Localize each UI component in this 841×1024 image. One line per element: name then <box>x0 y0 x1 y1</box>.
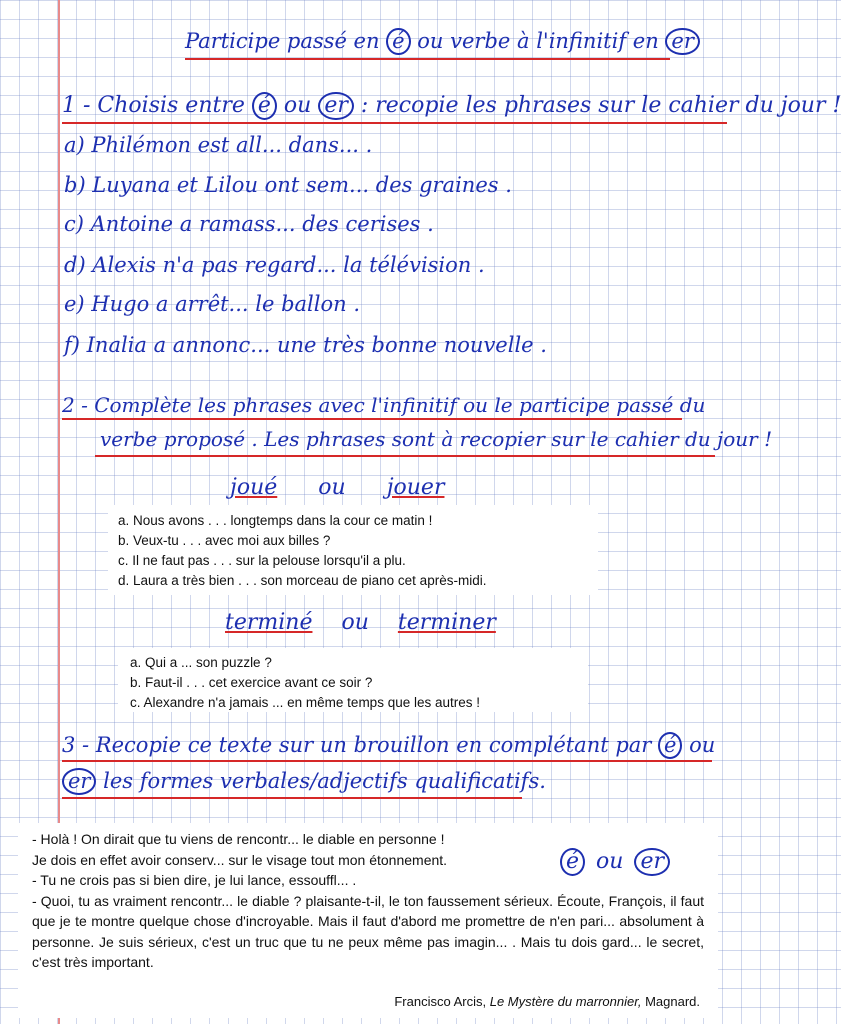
excerpt-line: - Tu ne crois pas si bien dire, je lui lance, essouffl... . <box>32 872 357 888</box>
sentence: c. Alexandre n'a jamais ... en même temps que les autres ! <box>130 695 480 710</box>
q1-item-c: c) Antoine a ramass... des cerises . <box>64 212 434 236</box>
page-title: Participe passé en é ou verbe à l'infinitif en er <box>185 28 700 55</box>
verb-pair-jouer: joué ou jouer <box>230 475 445 500</box>
question-2-underline-2 <box>95 455 715 457</box>
question-3-underline-1 <box>62 760 712 762</box>
q1-item-f: f) Inalia a annonc... une très bonne nouvelle . <box>64 333 547 357</box>
q1-item-b: b) Luyana et Lilou ont sem... des graines . <box>64 173 512 197</box>
question-1-heading: 1 - Choisis entre é ou er : recopie les phrases sur le cahier du jour ! <box>62 92 841 120</box>
exercise-box-jouer <box>108 505 598 595</box>
excerpt-paragraph: - Quoi, tu as vraiment rencontr... le diable ? plaisante-t-il, le ton faussement sérieux. Écoute, François, il faut que je te montre quelque chose d'incroyable. Mais il faut d'abord me promettre de n'en pari... absolument à personne. Je suis sérieux, c'est un truc que tu ne peux même pas imagin... . Mais tu dois gard... le secret, c'est très important. <box>32 892 704 970</box>
question-3-underline-2 <box>62 797 522 799</box>
sentence: a. Qui a ... son puzzle ? <box>130 655 272 670</box>
circled-er: er <box>665 28 699 55</box>
verb-pair-terminer: terminé ou terminer <box>225 610 496 635</box>
question-2-line-1: 2 - Complète les phrases avec l'infinitif ou le participe passé du <box>62 393 706 417</box>
q1-item-d: d) Alexis n'a pas regard... la télévision . <box>64 253 485 277</box>
circled-e: é <box>386 28 410 55</box>
source-credit: Francisco Arcis, Le Mystère du marronnier, Magnard. <box>394 993 700 1009</box>
sentence: b. Veux-tu . . . avec moi aux billes ? <box>118 533 331 548</box>
sentence: d. Laura a très bien . . . son morceau de piano cet après-midi. <box>118 573 487 588</box>
title-underline <box>185 58 670 60</box>
question-2-underline-1 <box>62 418 682 420</box>
excerpt-line: - Holà ! On dirait que tu viens de rencontr... le diable en personne ! <box>32 831 445 847</box>
sentence: b. Faut-il . . . cet exercice avant ce soir ? <box>130 675 373 690</box>
q1-item-a: a) Philémon est all... dans... . <box>64 133 373 157</box>
excerpt-line: Je dois en effet avoir conserv... sur le visage tout mon étonnement. <box>32 851 448 868</box>
question-2-line-2: verbe proposé . Les phrases sont à recopier sur le cahier du jour ! <box>100 427 773 451</box>
handwritten-e-ou-er-note: é ou er <box>560 848 670 876</box>
q1-item-e: e) Hugo a arrêt... le ballon . <box>64 292 360 316</box>
sentence: a. Nous avons . . . longtemps dans la cour ce matin ! <box>118 513 433 528</box>
sentence: c. Il ne faut pas . . . sur la pelouse lorsqu'il a plu. <box>118 553 406 568</box>
question-3-line-2: er les formes verbales/adjectifs qualificatifs. <box>62 768 546 795</box>
question-3-line-1: 3 - Recopie ce texte sur un brouillon en complétant par é ou <box>62 732 715 759</box>
exercise-box-terminer <box>118 648 588 712</box>
question-1-underline <box>62 122 727 124</box>
